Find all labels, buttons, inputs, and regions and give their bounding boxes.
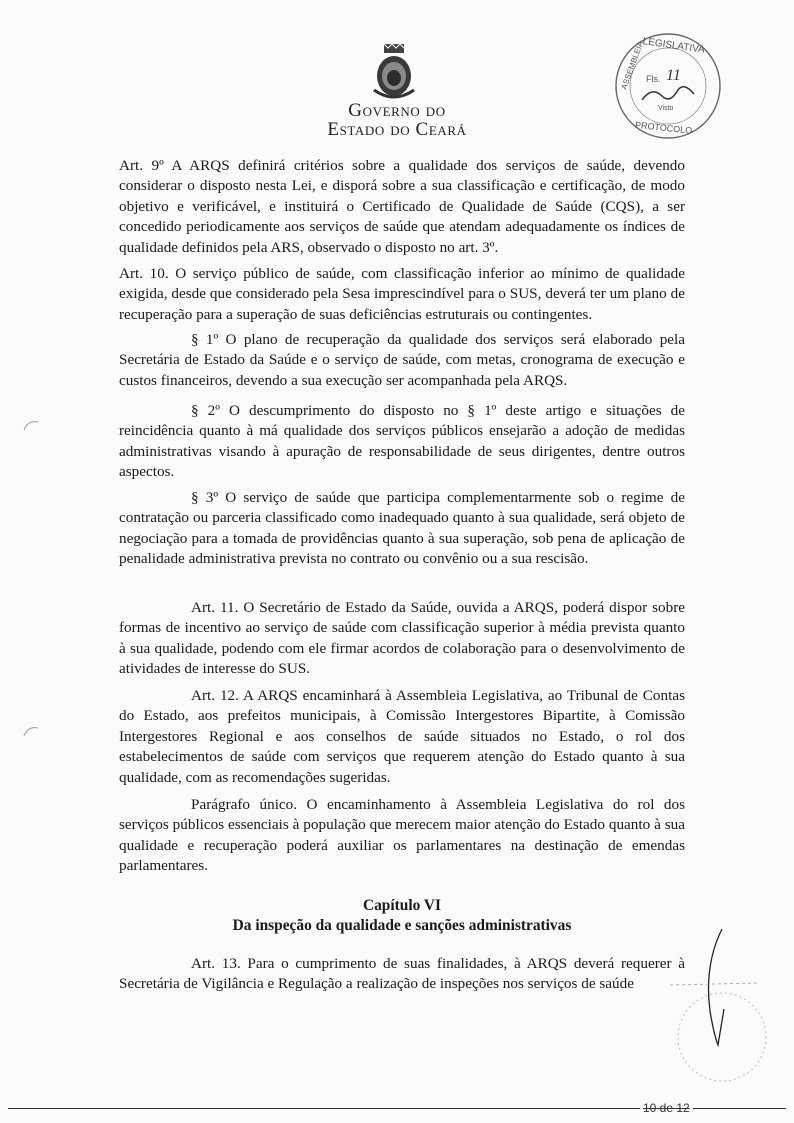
header-state-line: Estado do Ceará — [327, 119, 467, 140]
article-12: Art. 12. A ARQS encaminhará à Assembleia Legislativa, ao Tribunal de Contas do Estado, aos prefeitos municipais, à Comissão Intergestores Bipartite, à Comissão Intergestores Regional e aos conselhos de saúde situados no Estado, o rol dos estabelecimentos de saúde com serviços que requerem atenção do Estado quanto à sua qualidade, com as recomendações sugeridas. — [119, 687, 685, 786]
article-11: Art. 11. O Secretário de Estado da Saúde, ouvida a ARQS, poderá dispor sobre formas de incentivo ao serviço de saúde com classificação superior à média prevista quanto à sua qualidade, podendo com ele firmar acordos de colaboração para o desenvolvimento de atividades de interesse do SUS. — [119, 599, 685, 678]
protocol-stamp — [612, 30, 724, 142]
article-10-paragraph-2: § 2º O descumprimento do disposto no § 1º deste artigo e situações de reincidência quanto à má qualidade dos serviços públicos ensejarão a adoção de medidas administrativas visando à apuração de responsabilidade de seus dirigentes, dentre outros aspectos. — [119, 402, 685, 481]
svg-text:11: 11 — [666, 67, 681, 84]
chapter-title: Capítulo VI — [363, 897, 441, 914]
svg-text:ASSEMBLEIA: ASSEMBLEIA — [619, 39, 646, 91]
margin-mark — [22, 724, 42, 738]
state-coat-of-arms-icon — [366, 42, 422, 102]
article-9: Art. 9º A ARQS definirá critérios sobre a qualidade dos serviços de saúde, devendo considerar o disposto nesta Lei, e disporá sobre a sua classificação e certificação, de modo objetivo e verificável, e instituirá o Certificado de Qualidade de Saúde (CQS), a ser concedido periodicamente aos serviços de saúde que atendam adequadamente os índices de qualidade definidos pela ARS, observado o disposto no art. 3º. — [119, 157, 685, 256]
rubric-signature — [660, 925, 770, 1085]
article-10: Art. 10. O serviço público de saúde, com classificação inferior ao mínimo de qualidade exigida, desde que considerado pela Sesa imprescindível para o SUS, deverá ter um plano de recuperação para a superação de suas deficiências estruturais ou contingentes. — [119, 265, 685, 323]
article-10-paragraph-1: § 1º O plano de recuperação da qualidade dos serviços será elaborado pela Secretária de Estado da Saúde e o serviço de saúde, com metas, cronograma de execução e custos financeiros, devendo a sua execução ser acompanhada pela ARQS. — [119, 331, 685, 389]
article-13: Art. 13. Para o cumprimento de suas finalidades, à ARQS deverá requerer à Secretária de Vigilância e Regulação a realização de inspeções nos serviços de saúde — [119, 955, 685, 993]
svg-text:PROTOCOLO: PROTOCOLO — [634, 119, 693, 136]
chapter-subtitle: Da inspeção da qualidade e sanções administrativas — [232, 917, 572, 934]
margin-mark — [22, 418, 42, 432]
article-12-sole-paragraph: Parágrafo único. O encaminhamento à Assembleia Legislativa do rol dos serviços públicos essenciais à população que merecem maior atenção do Estado quanto à sua qualidade e recuperação poderá auxiliar os parlamentares na destinação de emendas parlamentares. — [119, 796, 685, 875]
svg-text:Fls.: Fls. — [646, 74, 661, 84]
svg-text:LEGISLATIVA: LEGISLATIVA — [641, 36, 706, 56]
svg-text:Visto: Visto — [658, 105, 674, 112]
article-10-paragraph-3: § 3º O serviço de saúde que participa complementarmente sob o regime de contratação ou parceria classificado como inadequado quanto à sua qualidade, será objeto de negociação para a tomada de providências quanto à sua superação, sob pena de aplicação de penalidade administrativa prevista no contrato ou convênio ou a sua rescisão. — [119, 489, 685, 568]
header-government-line: Governo do — [348, 100, 446, 121]
page-number: 10 de 12 — [640, 1101, 693, 1115]
